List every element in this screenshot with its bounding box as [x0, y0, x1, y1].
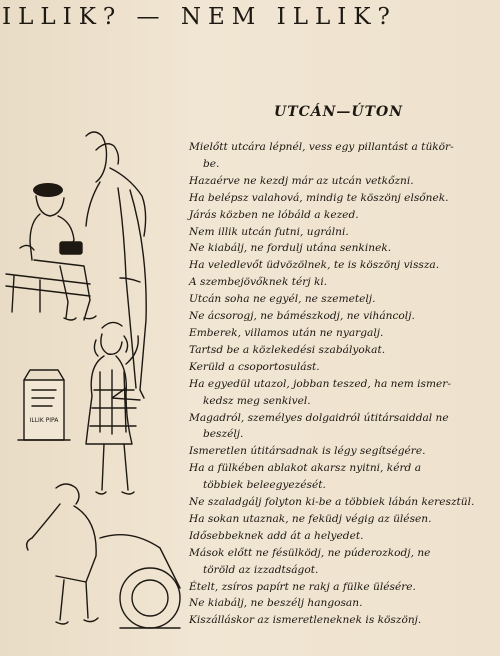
rule-line: Ha a fülkében ablakot akarsz nyitni, kérd a [189, 462, 422, 475]
sitting-boy-figure [6, 183, 96, 320]
rule-line-continued: be. [203, 157, 220, 170]
rule-item: Ne szaladgálj folyton ki-be a többiek lábán keresztül. [189, 496, 475, 509]
rule-line: Magadról, személyes dolgaidról útitársaiddal ne [189, 411, 449, 424]
etiquette-rules-list [189, 139, 474, 629]
rule-item: Kerüld a csoportosulást. [189, 360, 320, 373]
standing-girl-figure [86, 322, 138, 494]
rule-line-continued: töröld az izzadtságot. [203, 563, 319, 576]
rule-item [189, 460, 474, 494]
rule-item: Ismeretlen útitársadnak is légy segítségére. [189, 445, 426, 458]
section-title: UTCÁN—ÚTON [274, 104, 404, 120]
running-head: ILLIK? — NEM ILLIK? [2, 4, 397, 30]
rule-line-continued: beszélj. [203, 428, 244, 441]
rule-item: Idősebbeknek add át a helyedet. [189, 529, 364, 542]
rule-item: Ne kiabálj, ne fordulj utána senkinek. [189, 242, 392, 255]
rule-line-continued: kedsz meg senkivel. [203, 394, 311, 407]
rule-item: A szembejövőknek térj ki. [189, 276, 328, 289]
rule-line: Mások előtt ne fésülködj, ne púderozkodj, ne [189, 546, 431, 559]
adult-figure [86, 132, 146, 400]
rule-item [189, 545, 474, 579]
rule-item: Emberek, villamos után ne nyargalj. [189, 326, 384, 339]
rule-item: Járás közben ne lóbáld a kezed. [189, 208, 359, 221]
poster-kiosk [18, 370, 70, 440]
rule-item: Ételt, zsíros papírt ne rakj a fülke ülésére. [189, 580, 416, 593]
rule-item: Kiszálláskor az ismeretleneknek is köszönj. [189, 614, 422, 627]
rule-item: Ha belépsz valahová, mindig te köszönj elsőnek. [189, 191, 449, 204]
bending-woman-figure [27, 484, 180, 628]
rule-item: Ne ácsorogj, ne bámészkodj, ne viháncolj. [189, 310, 415, 323]
rule-item: Ne kiabálj, ne beszélj hangosan. [189, 597, 363, 610]
kiosk-sign-text: ILLIK PIPA [29, 417, 59, 424]
rule-item: Ha sokan utaznak, ne feküdj végig az ülésen. [189, 512, 432, 525]
rule-line: Mielőtt utcára lépnél, vess egy pillantást a tükör- [189, 141, 454, 153]
rule-item: Utcán soha ne egyél, ne szemetelj. [189, 293, 376, 306]
street-etiquette-illustration [0, 128, 190, 656]
rule-item: Tartsd be a közlekedési szabályokat. [189, 343, 386, 356]
rule-item [189, 410, 474, 444]
rule-item [189, 376, 474, 410]
rule-item: Nem illik utcán futni, ugrálni. [189, 225, 349, 238]
rule-item [189, 139, 474, 173]
rule-item: Ha veledlevőt üdvözölnek, te is köszönj vissza. [189, 259, 440, 272]
rule-item: Hazaérve ne kezdj már az utcán vetkőzni. [189, 174, 414, 187]
rule-line: Ha egyedül utazol, jobban teszed, ha nem ismer- [189, 377, 451, 390]
rule-line-continued: többiek beleegyezését. [203, 479, 326, 492]
